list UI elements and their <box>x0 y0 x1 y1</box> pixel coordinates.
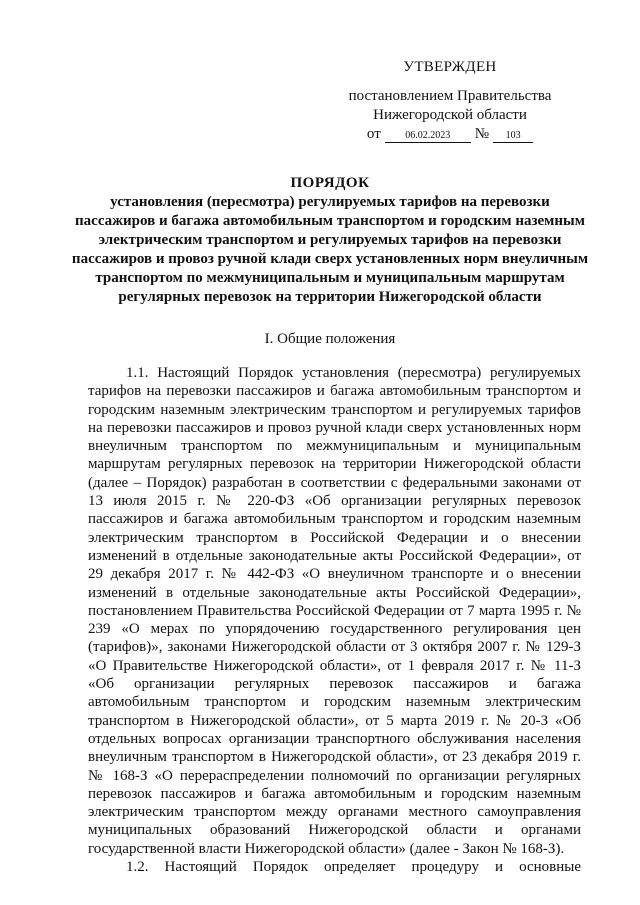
document-title <box>70 174 590 307</box>
approved-by-line2: Нижегородской области <box>373 107 527 123</box>
approval-number: 103 <box>493 130 533 143</box>
approval-date-line <box>330 125 570 144</box>
approval-stamp <box>330 58 570 144</box>
body-text <box>88 364 581 876</box>
paragraph-1-1: 1.1. Настоящий Порядок установления (пересмотра) регулируемых тарифов на перевозки пассажиров и багажа автомобильным транспортом и городским наземным электрическим транспортом и регулируемых тарифов на перевозки пассажиров и провоз ручной клади сверх установленных норм внеуличным транспортом по межмуниципальным и муниципальным маршрутам регулярных перевозок на территории Нижегородской области (далее – Порядок) разработан в соответствии с федеральными законами от 13 июля 2015 г. № 220-ФЗ «Об организации регулярных перевозок пассажиров и багажа автомобильным транспортом и городским наземным электрическим транспортом в Российской Федерации и о внесении изменений в отдельные законодательные акты Российской Федерации», от 29 декабря 2017 г. № 442-ФЗ «О внеуличном транспорте и о внесении изменений в отдельные законодательные акты Российской Федерации», постановлением Правительства Российской Федерации от 7 марта 1995 г. № 239 «О мерах по упорядочению государственного регулирования цен (тарифов)», законами Нижегородской области от 3 октября 2007 г. № 129-З «О Правительстве Нижегородской области», от 1 февраля 2017 г. № 11-З «Об организации регулярных перевозок пассажиров и багажа автомобильным транспортом и городским наземным электрическим транспортом в Нижегородской области», от 5 марта 2019 г. № 20-З «Об отдельных вопросах организации транспортного обслуживания населения внеуличным транспортом в Нижегородской области», от 23 декабря 2019 г. № 168-З «О перераспределении полномочий по организации регулярных перевозок пассажиров и багажа автомобильным и городским наземным электрическим транспортом между органами местного самоуправления муниципальных образований Нижегородской области и органами государственной власти Нижегородской области» (далее - Закон № 168-З). <box>88 365 581 857</box>
paragraph-1-2: 1.2. Настоящий Порядок определяет процедуру и основные <box>126 859 581 876</box>
approved-by-line1: постановлением Правительства <box>348 88 552 104</box>
approval-date: 06.02.2023 <box>385 130 471 143</box>
number-label: № <box>474 126 490 142</box>
title-heading: ПОРЯДОК <box>290 175 370 191</box>
title-subtitle: установления (пересмотра) регулируемых тарифов на перевозки пассажиров и багажа автомобильным транспортом и городским наземным электрическим транспортом и регулируемых тарифов на перевозки пассажиров и провоз ручной клади сверх установленных норм внеуличным транспортом по межмуниципальным и муниципальным маршрутам регулярных перевозок на территории Нижегородской области <box>71 194 589 305</box>
section-heading: I. Общие положения <box>264 331 396 347</box>
approved-label: УТВЕРЖДЕН <box>403 59 497 75</box>
from-label: от <box>366 126 381 142</box>
